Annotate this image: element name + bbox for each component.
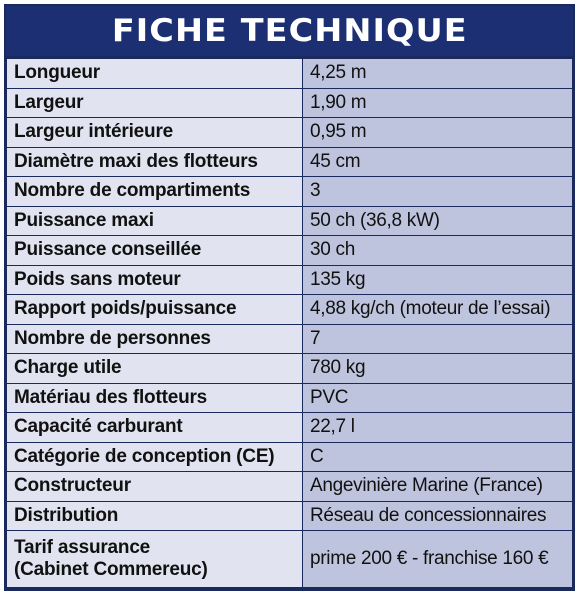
table-row bbox=[7, 88, 573, 118]
spec-sheet bbox=[4, 4, 575, 591]
table-row bbox=[7, 118, 573, 148]
row-value: 30 ch bbox=[303, 236, 573, 266]
table-row bbox=[7, 442, 573, 472]
page-title: FICHE TECHNIQUE bbox=[111, 13, 468, 49]
row-label: Matériau des flotteurs bbox=[7, 383, 303, 413]
row-value: 4,25 m bbox=[303, 59, 573, 89]
table-row bbox=[7, 324, 573, 354]
spec-table bbox=[6, 58, 573, 588]
table-row bbox=[7, 501, 573, 531]
row-label-text: Tarif assurance (Cabinet Commereuc) bbox=[14, 537, 208, 580]
row-value: PVC bbox=[303, 383, 573, 413]
row-label: Constructeur bbox=[7, 472, 303, 502]
table-row bbox=[7, 472, 573, 502]
row-value: 22,7 l bbox=[303, 413, 573, 443]
row-label: Largeur bbox=[7, 88, 303, 118]
row-value: 3 bbox=[303, 177, 573, 207]
table-row bbox=[7, 413, 573, 443]
table-row bbox=[7, 59, 573, 89]
row-value: 0,95 m bbox=[303, 118, 573, 148]
row-value: 4,88 kg/ch (moteur de l’essai) bbox=[303, 295, 573, 325]
table-row bbox=[7, 147, 573, 177]
row-value: C bbox=[303, 442, 573, 472]
table-row bbox=[7, 236, 573, 266]
row-label: Rapport poids/puissance bbox=[7, 295, 303, 325]
table-row bbox=[7, 206, 573, 236]
table-row bbox=[7, 295, 573, 325]
table-row bbox=[7, 177, 573, 207]
table-row bbox=[7, 531, 573, 588]
row-label: Nombre de personnes bbox=[7, 324, 303, 354]
row-label: Catégorie de conception (CE) bbox=[7, 442, 303, 472]
row-label: Longueur bbox=[7, 59, 303, 89]
row-value: 1,90 m bbox=[303, 88, 573, 118]
row-value: 7 bbox=[303, 324, 573, 354]
row-label: Nombre de compartiments bbox=[7, 177, 303, 207]
row-label: Diamètre maxi des flotteurs bbox=[7, 147, 303, 177]
row-label: Charge utile bbox=[7, 354, 303, 384]
row-value: 780 kg bbox=[303, 354, 573, 384]
row-label bbox=[7, 531, 303, 588]
title-bar bbox=[6, 6, 573, 58]
row-value: 45 cm bbox=[303, 147, 573, 177]
row-label: Largeur intérieure bbox=[7, 118, 303, 148]
row-value: 135 kg bbox=[303, 265, 573, 295]
row-value: 50 ch (36,8 kW) bbox=[303, 206, 573, 236]
row-label: Puissance conseillée bbox=[7, 236, 303, 266]
table-row bbox=[7, 383, 573, 413]
row-value: Réseau de concessionnaires bbox=[303, 501, 573, 531]
row-value: Angevinière Marine (France) bbox=[303, 472, 573, 502]
row-value: prime 200 € - franchise 160 € bbox=[303, 531, 573, 588]
row-label: Poids sans moteur bbox=[7, 265, 303, 295]
row-label: Distribution bbox=[7, 501, 303, 531]
row-label: Puissance maxi bbox=[7, 206, 303, 236]
row-label: Capacité carburant bbox=[7, 413, 303, 443]
table-row bbox=[7, 265, 573, 295]
table-row bbox=[7, 354, 573, 384]
